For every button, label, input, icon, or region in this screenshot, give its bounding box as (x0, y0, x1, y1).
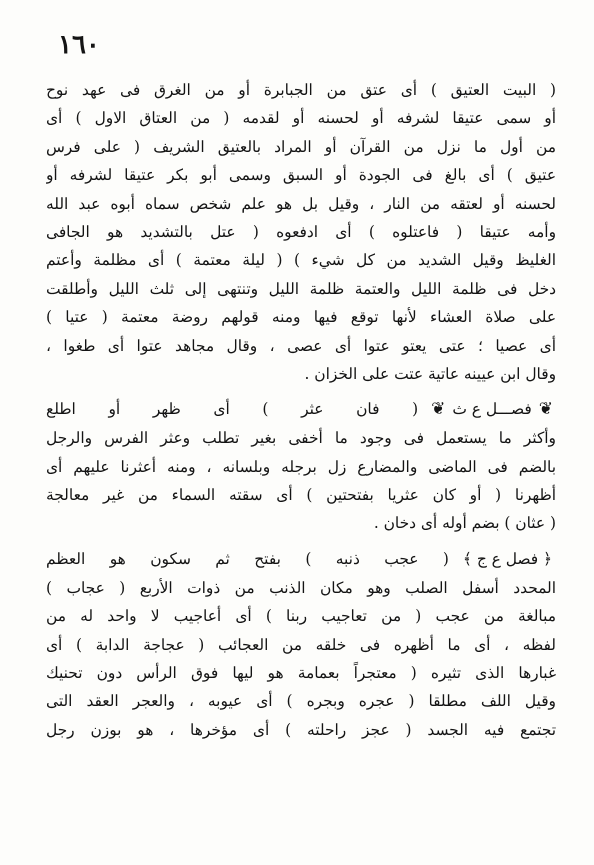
text-line: أظهرنا ( أو كان عثريا بفتحتين ) أى سقته السماء من غير معالجة (46, 486, 556, 505)
text-line: وقال ابن عيينه عاتية عتت على الخزان . (304, 364, 556, 383)
text-line: مبالغة من عجب ( من تعاجيب ربنا ) أى أعاجيب لا واحد له من (46, 607, 556, 626)
section-heading-label: ﴿ فصل ع ج ﴾ (462, 549, 552, 568)
section-heading-label: فصـــل ع ث (452, 400, 532, 419)
section-ain-jim (46, 544, 556, 744)
section-heading (46, 544, 556, 574)
text-line: على صلاة العشاء لأنها توقع فيها ومنه قولهم روضة معتمة ( عتيا ) (46, 308, 556, 327)
text-line: ( البيت العتيق ) أى عتق من الجبابرة أو من الغرق فى عهد نوح (46, 81, 556, 99)
ornament-icon: ❦ (538, 399, 553, 420)
section-ain-ta (46, 76, 556, 388)
heading-continuation: ( عجب ذنبه ) بفتح ثم سكون هو العظم (46, 549, 449, 568)
text-line: أى عصيا ؛ عتى يعتو عتوا أى عصى ، وقال مجاهد عتوا أى طغوا ، (46, 336, 556, 355)
text-line: المحدد أسفل الصلب وهو مكان الذنب من ذوات الأربع ( عجاب ) (46, 578, 556, 597)
ornament-icon: ❦ (431, 399, 446, 420)
text-line: بالضم فى الماضى والمضارع زل برجله وبلسانه ، ومنه أعثرنا عليهم أى (46, 457, 556, 476)
text-line: أو سمى عتيقا لشرفه أو لحسنه أو لقدمه ( من العتاق الاول ) أى (46, 109, 556, 128)
text-line: لفظه ، أى ما أظهره فى خلقه من العجائب ( عجاجة الدابة ) أى (46, 635, 556, 654)
text-line: وأكثر ما يستعمل فى وجود ما أخفى بغير تطلب وعثر الفرس والرجل (46, 429, 556, 448)
section-ain-tha (46, 394, 556, 538)
text-line: الغليظ وقيل الشديد من كل شيء ) ( ليلة معتمة ) أى مظلمة وأعتم (46, 251, 556, 270)
page-number: ١٦٠ (58, 30, 100, 60)
section-heading (46, 394, 556, 424)
text-line: غبارها الذى تثيره ( معتجراً بعمامة هو ليها فوق الرأس دون تحنيك (46, 664, 556, 683)
text-line: لحسنه أو لعتقه من النار ، وقيل بل هو علم شخص سماه أبوه عبد الله (46, 194, 556, 213)
text-line: تجتمع فيه الجسد ( عجز راحلته ) أى مؤخرها ، هو بوزن رجل (46, 720, 556, 739)
page-text (46, 76, 556, 744)
text-line: دخل فى ظلمة الليل والعتمة ظلمة الليل وتنتهى إلى ثلث الليل وأطلقت (46, 279, 556, 298)
text-line: ( عثان ) بضم أوله أى دخان . (373, 514, 556, 533)
text-line: عتيق ) أى بالغ فى الجودة أو السبق وسمى أبو بكر عتيقا لشرفه أو (46, 166, 556, 185)
heading-continuation: ( فان عثر ) أى ظهر أو اطلع (46, 400, 419, 419)
text-line: وقيل اللف مطلقا ( عجره وبجره ) أى عيوبه ، والعجر العقد التى (46, 692, 556, 711)
text-line: من أول ما نزل من القرآن أو المراد بالعتيق الشريف ( على فرس (46, 137, 556, 156)
text-line: وأمه عتيقا ( فاعتلوه ) أى ادفعوه ( عتل بالتشديد هو الجافى (46, 222, 556, 241)
